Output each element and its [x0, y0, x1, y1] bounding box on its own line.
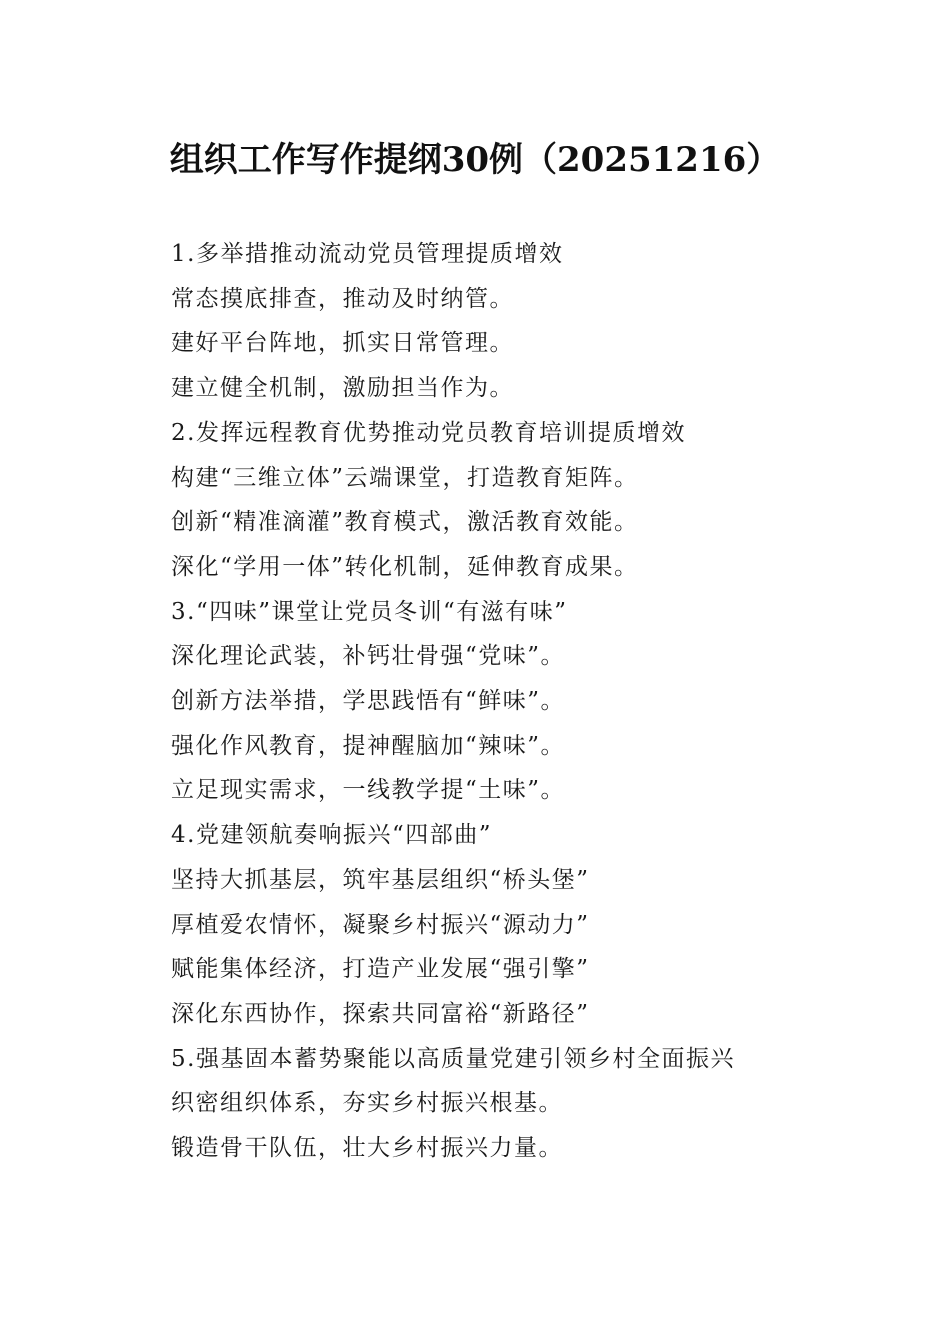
outline-point: 锻造骨干队伍，壮大乡村振兴力量。 — [171, 1135, 563, 1162]
outline-point: 创新方法举措，学思践悟有“鲜味”。 — [171, 688, 566, 715]
outline-heading-2: 2.发挥远程教育优势推动党员教育培训提质增效 — [171, 419, 686, 446]
outline-point: 深化东西协作，探索共同富裕“新路径” — [171, 1000, 590, 1027]
outline-heading-3: 3.“四味”课堂让党员冬训“有滋有味” — [171, 598, 568, 625]
document-body — [171, 232, 791, 1171]
outline-point: 立足现实需求，一线教学提“土味”。 — [171, 777, 566, 804]
outline-point: 深化“学用一体”转化机制，延伸教育成果。 — [171, 553, 639, 580]
outline-point: 构建“三维立体”云端课堂，打造教育矩阵。 — [171, 464, 639, 491]
outline-point: 织密组织体系，夯实乡村振兴根基。 — [171, 1090, 563, 1117]
outline-point: 强化作风教育，提神醒脑加“辣味”。 — [171, 732, 566, 759]
outline-point: 深化理论武装，补钙壮骨强“党味”。 — [171, 643, 566, 670]
outline-point: 坚持大抓基层，筑牢基层组织“桥头堡” — [171, 866, 590, 893]
outline-heading-5: 5.强基固本蓄势聚能以高质量党建引领乡村全面振兴 — [171, 1045, 735, 1072]
outline-point: 常态摸底排查，推动及时纳管。 — [171, 285, 514, 312]
outline-point: 赋能集体经济，打造产业发展“强引擎” — [171, 956, 590, 983]
document-title: 组织工作写作提纲30例（20251216） — [169, 140, 781, 180]
outline-point: 建好平台阵地，抓实日常管理。 — [171, 330, 514, 357]
outline-point: 创新“精准滴灌”教育模式，激活教育效能。 — [171, 509, 639, 536]
outline-heading-4: 4.党建领航奏响振兴“四部曲” — [171, 822, 492, 849]
outline-heading-1: 1.多举措推动流动党员管理提质增效 — [171, 241, 564, 267]
outline-point: 建立健全机制，激励担当作为。 — [171, 375, 514, 402]
outline-point: 厚植爱农情怀，凝聚乡村振兴“源动力” — [171, 911, 590, 938]
